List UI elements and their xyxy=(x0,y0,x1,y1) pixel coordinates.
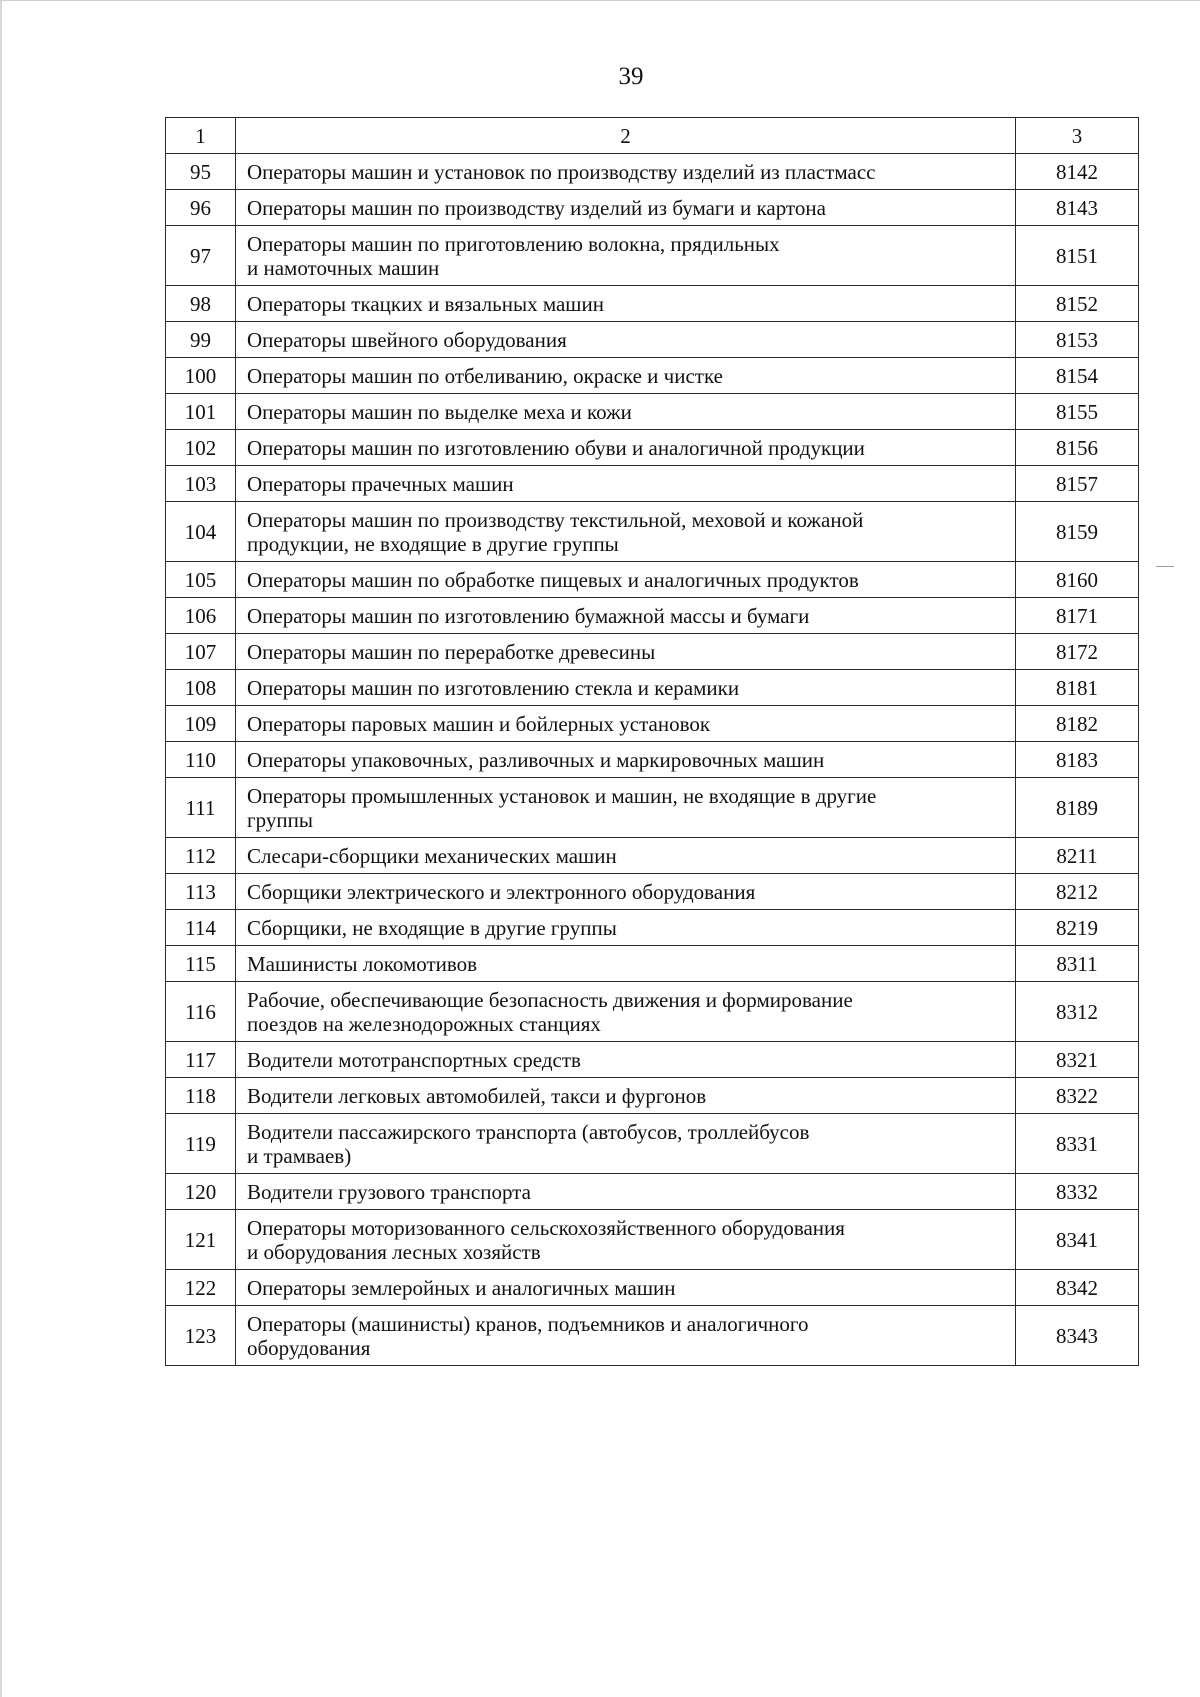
occupation-name-cell xyxy=(236,1270,1016,1306)
occupation-name-line: Операторы машин по обработке пищевых и аналогичных продуктов xyxy=(247,567,859,592)
table-row xyxy=(166,1114,1139,1174)
occupation-name-line: Операторы машин по переработке древесины xyxy=(247,639,656,664)
row-number-cell: 114 xyxy=(166,910,236,946)
table-row xyxy=(166,286,1139,322)
occupation-name-cell xyxy=(236,190,1016,226)
occupation-code-cell: 8212 xyxy=(1016,874,1139,910)
table-row xyxy=(166,226,1139,286)
occupation-code-cell: 8181 xyxy=(1016,670,1139,706)
table-row xyxy=(166,706,1139,742)
occupation-name-line: Операторы машин по производству текстильной, меховой и кожаной xyxy=(247,507,864,532)
occupation-name-line: Слесари-сборщики механических машин xyxy=(247,843,617,868)
occupation-code-cell: 8341 xyxy=(1016,1210,1139,1270)
row-number-cell: 113 xyxy=(166,874,236,910)
table-body xyxy=(166,118,1139,1366)
table-row xyxy=(166,634,1139,670)
row-number-cell: 105 xyxy=(166,562,236,598)
occupation-name-cell xyxy=(236,982,1016,1042)
scan-edge-top xyxy=(0,0,1200,1)
header-cell-code: 3 xyxy=(1016,118,1139,154)
table-row xyxy=(166,778,1139,838)
occupation-name-line: Операторы машин по изготовлению стекла и керамики xyxy=(247,675,740,700)
row-number-cell: 100 xyxy=(166,358,236,394)
occupation-name-cell xyxy=(236,1078,1016,1114)
occupation-name-cell xyxy=(236,838,1016,874)
occupation-name-line: Машинисты локомотивов xyxy=(247,951,478,976)
table-row xyxy=(166,322,1139,358)
row-number-cell: 115 xyxy=(166,946,236,982)
occupation-name-cell xyxy=(236,1174,1016,1210)
occupation-code-cell: 8155 xyxy=(1016,394,1139,430)
occupation-name-line: Водители легковых автомобилей, такси и фургонов xyxy=(247,1083,707,1108)
occupation-code-cell: 8312 xyxy=(1016,982,1139,1042)
table-row xyxy=(166,1174,1139,1210)
occupation-name-cell xyxy=(236,286,1016,322)
occupation-name-line: Водители пассажирского транспорта (автобусов, троллейбусов xyxy=(247,1119,810,1144)
row-number-cell: 117 xyxy=(166,1042,236,1078)
occupation-code-cell: 8342 xyxy=(1016,1270,1139,1306)
row-number-cell: 122 xyxy=(166,1270,236,1306)
table-row xyxy=(166,466,1139,502)
row-number-cell: 111 xyxy=(166,778,236,838)
occupation-code-cell: 8332 xyxy=(1016,1174,1139,1210)
table-header-row xyxy=(166,118,1139,154)
row-number-cell: 99 xyxy=(166,322,236,358)
occupation-name-line: Операторы машин по отбеливанию, окраске и чистке xyxy=(247,363,723,388)
row-number-cell: 120 xyxy=(166,1174,236,1210)
occupation-name-cell xyxy=(236,154,1016,190)
header-cell-number: 1 xyxy=(166,118,236,154)
occupation-name-line: Операторы паровых машин и бойлерных установок xyxy=(247,711,711,736)
row-number-cell: 107 xyxy=(166,634,236,670)
occupation-name-cell xyxy=(236,1114,1016,1174)
occupation-code-cell: 8157 xyxy=(1016,466,1139,502)
table-row xyxy=(166,562,1139,598)
table-row xyxy=(166,1306,1139,1366)
occupation-table xyxy=(165,117,1139,1366)
occupation-name-line: Водители мототранспортных средств xyxy=(247,1047,581,1072)
table-row xyxy=(166,946,1139,982)
occupation-code-cell: 8321 xyxy=(1016,1042,1139,1078)
occupation-name-line: Операторы машин по приготовлению волокна, прядильных xyxy=(247,231,780,256)
occupation-name-cell xyxy=(236,778,1016,838)
occupation-name-line: Операторы прачечных машин xyxy=(247,471,514,496)
occupation-name-cell xyxy=(236,598,1016,634)
occupation-name-cell xyxy=(236,874,1016,910)
occupation-name-line: группы xyxy=(247,807,313,832)
occupation-name-cell xyxy=(236,430,1016,466)
row-number-cell: 123 xyxy=(166,1306,236,1366)
table-row xyxy=(166,1270,1139,1306)
occupation-name-cell xyxy=(236,466,1016,502)
occupation-name-line: оборудования xyxy=(247,1335,371,1360)
occupation-name-cell xyxy=(236,358,1016,394)
occupation-name-cell xyxy=(236,562,1016,598)
row-number-cell: 95 xyxy=(166,154,236,190)
table-row xyxy=(166,1042,1139,1078)
occupation-name-cell xyxy=(236,226,1016,286)
occupation-name-line: Операторы упаковочных, разливочных и маркировочных машин xyxy=(247,747,825,772)
scan-edge-left xyxy=(0,0,2,1697)
occupation-name-line: Операторы машин по производству изделий из бумаги и картона xyxy=(247,195,826,220)
row-number-cell: 118 xyxy=(166,1078,236,1114)
row-number-cell: 121 xyxy=(166,1210,236,1270)
row-number-cell: 101 xyxy=(166,394,236,430)
table-row xyxy=(166,394,1139,430)
occupation-code-cell: 8171 xyxy=(1016,598,1139,634)
occupation-name-cell xyxy=(236,706,1016,742)
occupation-name-cell xyxy=(236,394,1016,430)
occupation-code-cell: 8343 xyxy=(1016,1306,1139,1366)
occupation-name-line: Операторы землеройных и аналогичных машин xyxy=(247,1275,676,1300)
occupation-name-line: Операторы моторизованного сельскохозяйственного оборудования xyxy=(247,1215,845,1240)
occupation-name-line: Операторы машин по изготовлению обуви и аналогичной продукции xyxy=(247,435,865,460)
occupation-code-cell: 8151 xyxy=(1016,226,1139,286)
occupation-code-cell: 8182 xyxy=(1016,706,1139,742)
occupation-code-cell: 8156 xyxy=(1016,430,1139,466)
occupation-code-cell: 8322 xyxy=(1016,1078,1139,1114)
table-row xyxy=(166,430,1139,466)
table-row xyxy=(166,982,1139,1042)
occupation-code-cell: 8143 xyxy=(1016,190,1139,226)
occupation-name-line: продукции, не входящие в другие группы xyxy=(247,531,619,556)
occupation-name-cell xyxy=(236,670,1016,706)
table-row xyxy=(166,670,1139,706)
occupation-name-line: Операторы машин по изготовлению бумажной массы и бумаги xyxy=(247,603,810,628)
row-number-cell: 116 xyxy=(166,982,236,1042)
occupation-name-line: Операторы ткацких и вязальных машин xyxy=(247,291,604,316)
occupation-name-cell xyxy=(236,910,1016,946)
row-number-cell: 108 xyxy=(166,670,236,706)
occupation-name-line: Операторы промышленных установок и машин, не входящие в другие xyxy=(247,783,877,808)
row-number-cell: 96 xyxy=(166,190,236,226)
occupation-code-cell: 8183 xyxy=(1016,742,1139,778)
table-row xyxy=(166,1210,1139,1270)
occupation-name-line: Операторы швейного оборудования xyxy=(247,327,567,352)
occupation-name-line: Операторы (машинисты) кранов, подъемников и аналогичного xyxy=(247,1311,809,1336)
occupation-name-cell xyxy=(236,1042,1016,1078)
table-row xyxy=(166,838,1139,874)
occupation-code-cell: 8172 xyxy=(1016,634,1139,670)
occupation-code-cell: 8331 xyxy=(1016,1114,1139,1174)
occupation-name-cell xyxy=(236,946,1016,982)
occupation-name-line: Сборщики электрического и электронного оборудования xyxy=(247,879,756,904)
table-row xyxy=(166,598,1139,634)
row-number-cell: 102 xyxy=(166,430,236,466)
row-number-cell: 103 xyxy=(166,466,236,502)
occupation-name-cell xyxy=(236,1306,1016,1366)
occupation-code-cell: 8311 xyxy=(1016,946,1139,982)
page-number: 39 xyxy=(618,63,644,90)
table-row xyxy=(166,874,1139,910)
occupation-name-cell xyxy=(236,634,1016,670)
row-number-cell: 109 xyxy=(166,706,236,742)
occupation-name-line: и намоточных машин xyxy=(247,255,440,280)
occupation-name-line: Водители грузового транспорта xyxy=(247,1179,531,1204)
table-row xyxy=(166,358,1139,394)
occupation-name-cell xyxy=(236,502,1016,562)
occupation-name-line: Операторы машин по выделке меха и кожи xyxy=(247,399,632,424)
occupation-code-cell: 8219 xyxy=(1016,910,1139,946)
row-number-cell: 110 xyxy=(166,742,236,778)
occupation-code-cell: 8159 xyxy=(1016,502,1139,562)
occupation-name-line: поездов на железнодорожных станциях xyxy=(247,1011,601,1036)
occupation-code-cell: 8160 xyxy=(1016,562,1139,598)
row-number-cell: 104 xyxy=(166,502,236,562)
occupation-code-cell: 8154 xyxy=(1016,358,1139,394)
occupation-name-line: и оборудования лесных хозяйств xyxy=(247,1239,541,1264)
occupation-code-cell: 8153 xyxy=(1016,322,1139,358)
occupation-code-cell: 8211 xyxy=(1016,838,1139,874)
table-row xyxy=(166,1078,1139,1114)
occupation-code-cell: 8189 xyxy=(1016,778,1139,838)
row-number-cell: 97 xyxy=(166,226,236,286)
table-row xyxy=(166,154,1139,190)
occupation-name-line: и трамваев) xyxy=(247,1143,352,1168)
occupation-code-cell: 8152 xyxy=(1016,286,1139,322)
header-cell-name: 2 xyxy=(236,118,1016,154)
row-number-cell: 106 xyxy=(166,598,236,634)
occupation-name-cell xyxy=(236,1210,1016,1270)
table-row xyxy=(166,190,1139,226)
occupation-code-cell: 8142 xyxy=(1016,154,1139,190)
occupation-name-line: Сборщики, не входящие в другие группы xyxy=(247,915,617,940)
table-row xyxy=(166,742,1139,778)
row-number-cell: 98 xyxy=(166,286,236,322)
table-row xyxy=(166,502,1139,562)
margin-mark xyxy=(1156,566,1174,567)
occupation-name-cell xyxy=(236,742,1016,778)
occupation-name-cell xyxy=(236,322,1016,358)
row-number-cell: 112 xyxy=(166,838,236,874)
occupation-name-line: Операторы машин и установок по производству изделий из пластмасс xyxy=(247,159,876,184)
row-number-cell: 119 xyxy=(166,1114,236,1174)
table-row xyxy=(166,910,1139,946)
occupation-name-line: Рабочие, обеспечивающие безопасность движения и формирование xyxy=(247,987,853,1012)
